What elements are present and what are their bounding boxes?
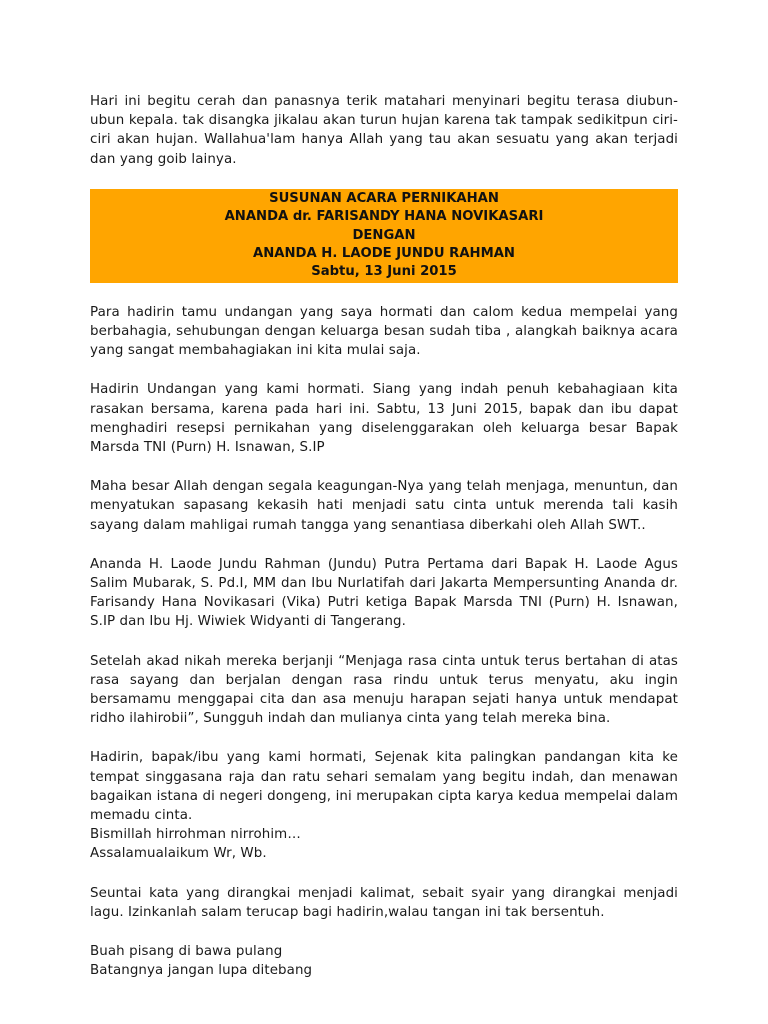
paragraph-greeting: Hadirin Undangan yang kami hormati. Siang yang indah penuh kebahagiaan kita rasakan bersama, karena pada hari ini. Sabtu, 13 Juni 2015, bapak dan ibu dapat menghadiri resepsi pernikahan yang diselenggarakan oleh keluarga besar Bapak Marsda TNI (Purn) H. Isnawan, S.IP — [90, 382, 678, 456]
throne-text: Hadirin, bapak/ibu yang kami hormati, Sejenak kita palingkan pandangan kita ke tempat singgasana raja dan ratu sehari semalam yang begitu indah, dan menawan bagaikan istana di negeri dongeng, ini merupakan cipta karya kedua mempelai dalam memadu cinta. — [90, 750, 678, 824]
pantun-line: Buah pisang di bawa pulang — [90, 944, 283, 960]
paragraph-welcome: Para hadirin tamu undangan yang saya hormati dan calom kedua mempelai yang berbahagia, sehubungan dengan keluarga besan sudah tiba , alangkah baiknya acara yang sangat membahagiakan ini kita mulai saja. — [90, 304, 678, 359]
bismillah-line: Bismillah hirrohman nirrohim… — [90, 827, 301, 843]
heading-date: Sabtu, 13 Juni 2015 — [311, 264, 457, 280]
heading-conjunction: DENGAN — [352, 227, 416, 243]
paragraph-poem-intro: Seuntai kata yang dirangkai menjadi kalimat, sebait syair yang dirangkai menjadi lagu. Izinkanlah salam terucap bagi hadirin,walau tangan ini tak bersentuh. — [90, 885, 678, 920]
salam-line: Assalamualaikum Wr, Wb. — [90, 846, 267, 862]
paragraph-couple-intro: Ananda H. Laode Jundu Rahman (Jundu) Putra Pertama dari Bapak H. Laode Agus Salim Mubarak, S. Pd.I, MM dan Ibu Nurlatifah dari Jakarta Mempersunting Ananda dr. Farisandy Hana Novikasari (Vika) Putri ketiga Bapak Marsda TNI (Purn) H. Isnawan, S.IP dan Ibu Hj. Wiwiek Widyanti di Tangerang. — [90, 556, 678, 630]
paragraph-vow: Setelah akad nikah mereka berjanji “Menjaga rasa cinta untuk terus bertahan di atas rasa sayang dan berjalan dengan rasa rindu untuk terus menyatu, aku ingin bersamamu menggapai cita dan asa menuju harapan sejati hanya untuk mendapat ridho ilahirobii”, Sungguh indah dan mulianya cinta yang telah mereka bina. — [90, 653, 678, 727]
pantun-line: Batangnya jangan lupa ditebang — [90, 963, 313, 979]
pantun-block — [90, 942, 678, 980]
heading-groom: ANANDA H. LAODE JUNDU RAHMAN — [253, 246, 515, 262]
paragraph-gratitude: Maha besar Allah dengan segala keagungan-Nya yang telah menjaga, menuntun, dan menyatukan sapasang kekasih hati menjadi satu cinta untuk merenda tali kasih sayang dalam mahligai rumah tangga yang senantiasa diberkahi oleh Allah SWT.. — [90, 479, 678, 533]
heading-bride: ANANDA dr. FARISANDY HANA NOVIKASARI — [224, 209, 544, 225]
document-page — [90, 92, 678, 981]
intro-paragraph: Hari ini begitu cerah dan panasnya terik matahari menyinari begitu terasa diubun-ubun kepala. tak disangka jikalau akan turun hujan karena tak tampak sedikitpun ciri-ciri akan hujan. Wallahua'lam hanya Allah yang tau akan sesuatu yang akan terjadi dan yang goib lainya. — [90, 94, 678, 167]
paragraph-throne — [90, 748, 678, 863]
event-heading-box — [90, 189, 678, 283]
heading-title: SUSUNAN ACARA PERNIKAHAN — [269, 190, 499, 206]
